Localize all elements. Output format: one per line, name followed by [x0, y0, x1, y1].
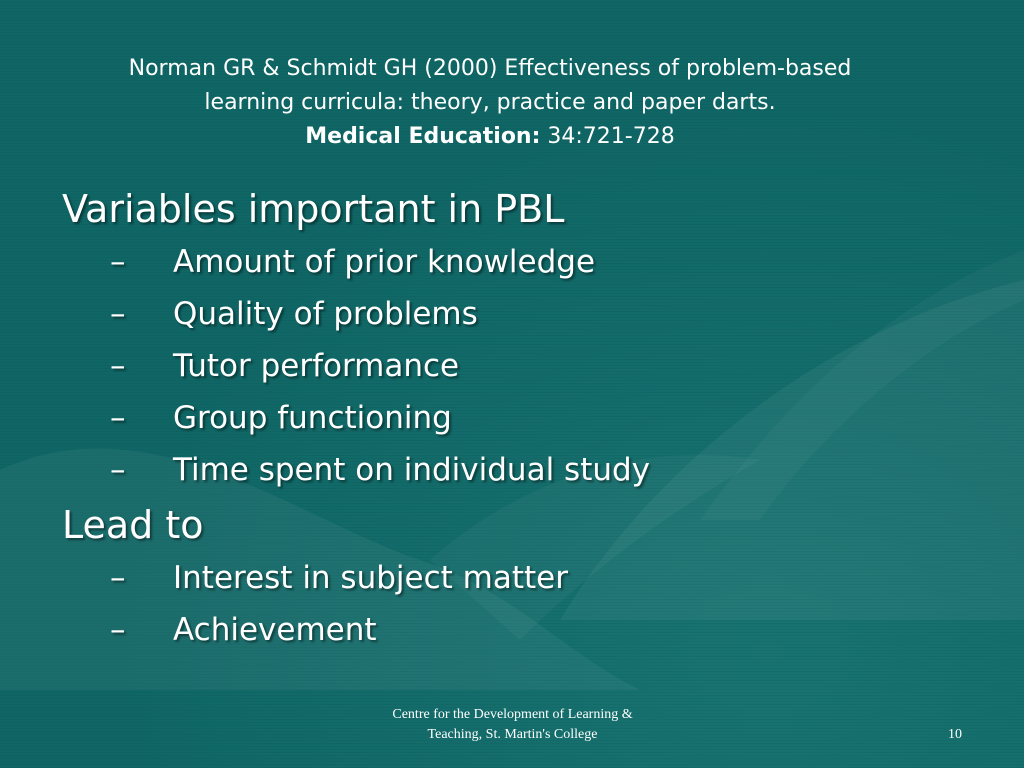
dash-bullet: – [110, 348, 126, 384]
citation-journal: Medical Education: [305, 124, 541, 149]
list-item [62, 552, 962, 604]
list-item-text: Amount of prior knowledge [173, 244, 596, 280]
footer-line-1: Centre for the Development of Learning & [392, 707, 633, 722]
citation-line-1: Norman GR & Schmidt GH (2000) Effectiveness of problem-based [128, 56, 852, 81]
list-item [62, 604, 962, 656]
outcomes-list [62, 552, 962, 656]
list-item-text: Quality of problems [173, 296, 478, 332]
citation-ref: 34:721-728 [540, 124, 675, 149]
section-heading-variables: Variables important in PBL [62, 187, 565, 231]
list-item [62, 444, 962, 496]
dash-bullet: – [110, 244, 126, 280]
dash-bullet: – [110, 612, 126, 648]
citation-line-2: learning curricula: theory, practice and paper darts. [204, 90, 776, 115]
list-item [62, 288, 962, 340]
section-heading-lead-to: Lead to [62, 503, 204, 547]
list-item-text: Time spent on individual study [173, 452, 651, 488]
footer-institution [340, 705, 685, 745]
citation [40, 52, 940, 154]
list-item-text: Achievement [173, 612, 377, 648]
dash-bullet: – [110, 452, 126, 488]
list-item [62, 340, 962, 392]
citation-line-3 [40, 120, 940, 154]
list-item-text: Interest in subject matter [173, 560, 568, 596]
list-item [62, 236, 962, 288]
footer-line-2: Teaching, St. Martin's College [427, 727, 598, 742]
dash-bullet: – [110, 560, 126, 596]
list-item-text: Group functioning [173, 400, 452, 436]
list-item-text: Tutor performance [173, 348, 460, 384]
variables-list [62, 236, 962, 496]
page-number: 10 [948, 727, 962, 742]
dash-bullet: – [110, 400, 126, 436]
list-item [62, 392, 962, 444]
slide-content [62, 182, 962, 658]
dash-bullet: – [110, 296, 126, 332]
